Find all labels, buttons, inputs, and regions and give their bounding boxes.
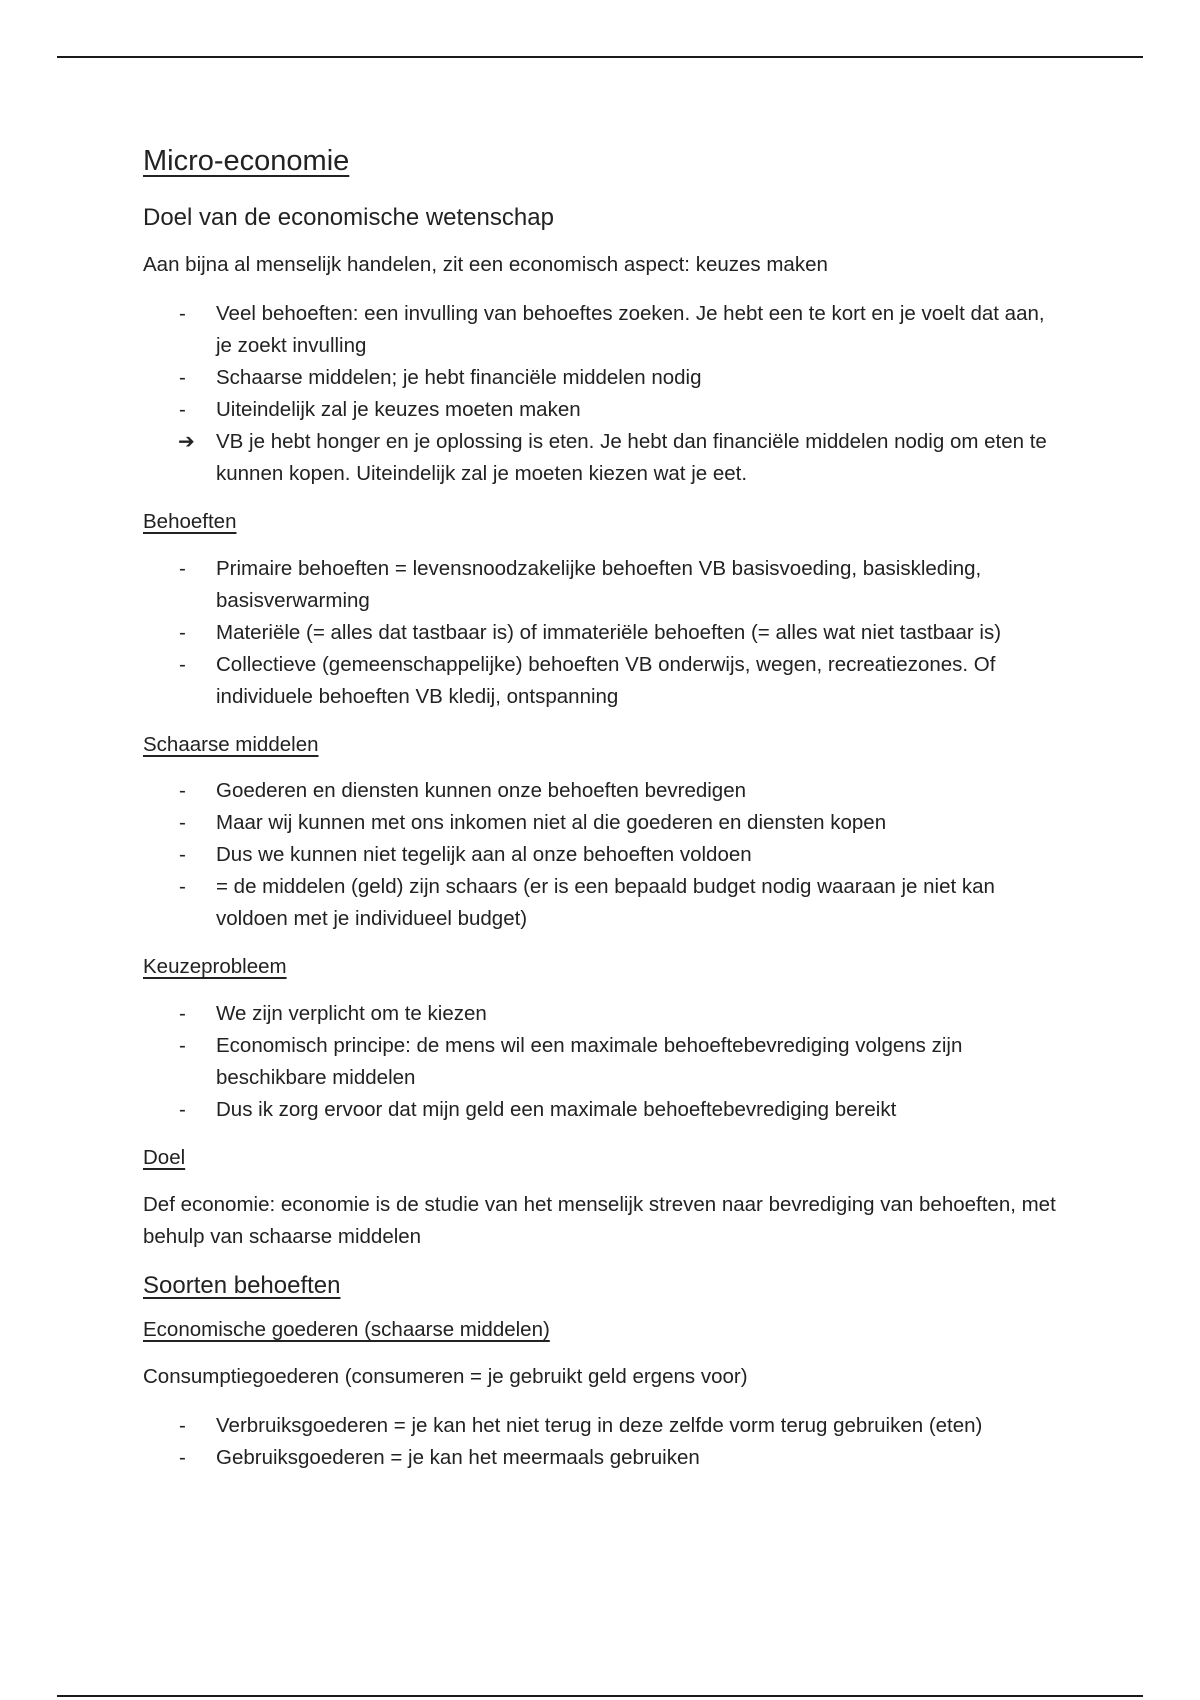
- list-item-text: Materiële (= alles dat tastbaar is) of immateriële behoeften (= alles wat niet tastbaar is): [216, 620, 1002, 644]
- dash-marker: -: [179, 1413, 186, 1437]
- list-item: [143, 426, 1063, 490]
- list-item-text: Dus ik zorg ervoor dat mijn geld een maximale behoeftebevrediging bereikt: [216, 1098, 897, 1122]
- dash-marker: -: [179, 1002, 186, 1026]
- list-item: [143, 807, 1063, 839]
- intro-paragraph: Aan bijna al menselijk handelen, zit een economisch aspect: keuzes maken: [143, 252, 828, 276]
- list-item-text: Uiteindelijk zal je keuzes moeten maken: [216, 397, 581, 421]
- document-body: [143, 144, 1063, 1491]
- dash-marker: -: [179, 779, 186, 803]
- list-item-text: Goederen en diensten kunnen onze behoeften bevredigen: [216, 779, 747, 803]
- section-heading-soorten-behoeften: Soorten behoeften: [143, 1271, 341, 1299]
- list-item: [143, 1094, 1063, 1126]
- dash-marker: -: [179, 1445, 186, 1469]
- list-item: [143, 998, 1063, 1030]
- list-item: [143, 839, 1063, 871]
- subheading-economische-goederen: Economische goederen (schaarse middelen): [143, 1318, 550, 1342]
- dash-marker: -: [179, 397, 186, 421]
- list-item: [143, 298, 1063, 362]
- list-item: [143, 1410, 1063, 1442]
- list-item-text: Veel behoeften: een invulling van behoeftes zoeken. Je hebt een te kort en je voelt dat aan, je zoekt invulling: [216, 301, 1045, 357]
- dash-marker: -: [179, 556, 186, 580]
- document-title: Micro-economie: [143, 145, 350, 177]
- list-item-text: Verbruiksgoederen = je kan het niet terug in deze zelfde vorm terug gebruiken (eten): [216, 1413, 983, 1437]
- list-item-text: = de middelen (geld) zijn schaars (er is een bepaald budget nodig waaraan je niet kan voldoen met je individueel budget): [216, 875, 995, 931]
- dash-marker: -: [179, 652, 186, 676]
- list-item: [143, 617, 1063, 649]
- list-item: [143, 1030, 1063, 1094]
- header-rule: [57, 56, 1143, 58]
- subheading-schaarse-middelen: Schaarse middelen: [143, 732, 319, 756]
- section-heading-doel-wetenschap: Doel van de economische wetenschap: [143, 203, 554, 231]
- list-behoeften: [143, 553, 1063, 713]
- arrow-right-icon: ➔: [178, 430, 195, 453]
- footer-rule: [57, 1695, 1143, 1697]
- list-item-text: VB je hebt honger en je oplossing is eten. Je hebt dan financiële middelen nodig om eten te kunnen kopen. Uiteindelijk zal je moeten kiezen wat je eet.: [216, 429, 1047, 485]
- list-item-text: Collectieve (gemeenschappelijke) behoeften VB onderwijs, wegen, recreatiezones. Of individuele behoeften VB kledij, ontspanning: [216, 652, 996, 708]
- dash-marker: -: [179, 1034, 186, 1058]
- list-item-text: Gebruiksgoederen = je kan het meermaals gebruiken: [216, 1445, 700, 1469]
- list-item-text: We zijn verplicht om te kiezen: [216, 1002, 487, 1026]
- dash-marker: -: [179, 1098, 186, 1122]
- list-item: [143, 394, 1063, 426]
- list-item: [143, 553, 1063, 617]
- dash-marker: -: [179, 811, 186, 835]
- list-consumptiegoederen: [143, 1410, 1063, 1474]
- list-item: [143, 775, 1063, 807]
- subheading-behoeften: Behoeften: [143, 509, 237, 533]
- list-item: [143, 649, 1063, 713]
- list-item-text: Dus we kunnen niet tegelijk aan al onze behoeften voldoen: [216, 843, 752, 867]
- list-schaarse-middelen: [143, 775, 1063, 935]
- dash-marker: -: [179, 365, 186, 389]
- list-item-text: Schaarse middelen; je hebt financiële middelen nodig: [216, 365, 702, 389]
- dash-marker: -: [179, 301, 186, 325]
- subheading-keuzeprobleem: Keuzeprobleem: [143, 955, 287, 979]
- dash-marker: -: [179, 843, 186, 867]
- consumptiegoederen-paragraph: Consumptiegoederen (consumeren = je gebruikt geld ergens voor): [143, 1364, 748, 1388]
- list-item: [143, 871, 1063, 935]
- list-keuzeprobleem: [143, 998, 1063, 1126]
- definition-paragraph: Def economie: economie is de studie van het menselijk streven naar bevrediging van behoeften, met behulp van schaarse middelen: [143, 1192, 1056, 1248]
- dash-marker: -: [179, 620, 186, 644]
- list-item-text: Economisch principe: de mens wil een maximale behoeftebevrediging volgens zijn beschikbare middelen: [216, 1034, 963, 1090]
- dash-marker: -: [179, 875, 186, 899]
- subheading-doel: Doel: [143, 1146, 186, 1170]
- list-item: [143, 1442, 1063, 1474]
- list-item: [143, 362, 1063, 394]
- list-item-text: Primaire behoeften = levensnoodzakelijke behoeften VB basisvoeding, basiskleding, basisverwarming: [216, 556, 982, 612]
- list-doel: [143, 298, 1063, 490]
- list-item-text: Maar wij kunnen met ons inkomen niet al die goederen en diensten kopen: [216, 811, 887, 835]
